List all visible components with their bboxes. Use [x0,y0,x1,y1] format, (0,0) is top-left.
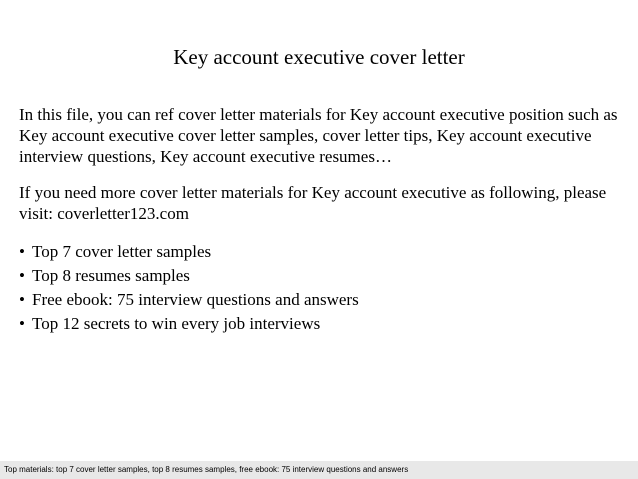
list-item [19,288,629,312]
list-item-label: Free ebook: 75 interview questions and answers [32,290,359,309]
bullet-icon: • [19,242,25,261]
list-item [19,312,629,336]
bullet-icon: • [19,314,25,333]
bullet-icon: • [19,290,25,309]
list-item-label: Top 12 secrets to win every job interviews [32,314,321,333]
list-item-label: Top 8 resumes samples [32,266,190,285]
slide-title: Key account executive cover letter [173,45,465,69]
footer-bar: Top materials: top 7 cover letter samples, top 8 resumes samples, free ebook: 75 interview questions and answers [0,461,638,479]
materials-list [19,240,629,336]
list-item [19,264,629,288]
visit-paragraph: If you need more cover letter materials for Key account executive as following, please visit: coverletter123.com [19,183,607,223]
intro-paragraph: In this file, you can ref cover letter materials for Key account executive position such as Key account executive cover letter samples, cover letter tips, Key account executive interview questions, Key account executive resumes… [19,105,618,166]
list-item-label: Top 7 cover letter samples [32,242,212,261]
list-item [19,240,629,264]
bullet-icon: • [19,266,25,285]
